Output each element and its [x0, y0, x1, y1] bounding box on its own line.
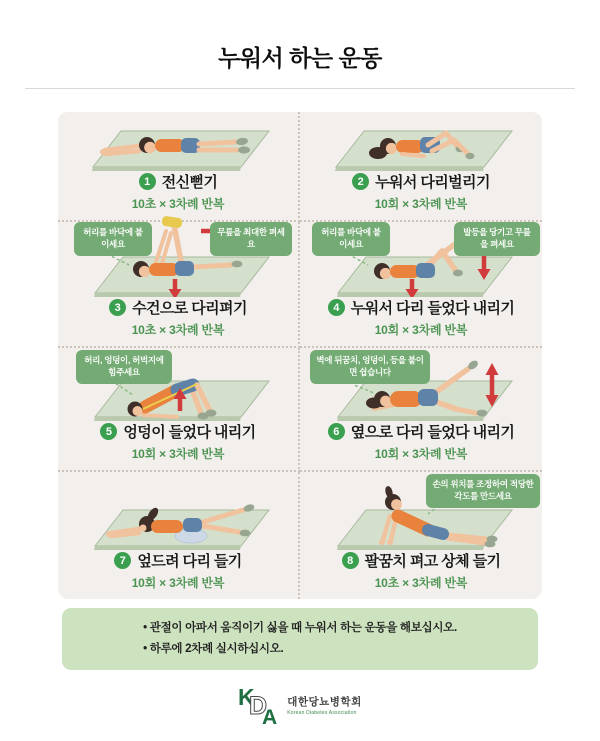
organization-name-korean: 대한당뇨병학회 [287, 696, 362, 708]
figure-prone-pillow-icon [63, 462, 293, 550]
exercise-reps: 10초 × 3차례 반복 [374, 576, 468, 590]
exercise-number-badge: 8 [342, 552, 359, 569]
logo-letter-d: D [249, 692, 268, 720]
figure-lying-stretch-icon [63, 111, 293, 171]
illustration-prone-leg-raise [58, 472, 298, 550]
illustration-towel-leg-stretch [58, 222, 298, 297]
exercise-number-badge: 7 [114, 552, 131, 569]
exercise-card-3 [58, 222, 300, 348]
tip-callout: 벽에 뒤꿈치, 엉덩이, 등을 붙이면 쉽습니다 [310, 350, 430, 384]
exercise-number-badge: 5 [100, 423, 117, 440]
logo-letter-a: A [262, 706, 278, 726]
tip-callout: 발등을 당기고 무릎을 펴세요 [454, 222, 540, 256]
tip-callout: 허리를 바닥에 붙이세요 [312, 222, 390, 256]
illustration-full-body-stretch [58, 112, 298, 171]
tip-callout: 허리를 바닥에 붙이세요 [74, 222, 152, 256]
exercise-reps: 10회 × 3차례 반복 [131, 447, 225, 461]
exercise-number-badge: 3 [109, 299, 126, 316]
page-title: 누워서 하는 운동 [218, 45, 382, 71]
exercise-title: 엎드려 다리 들기 [137, 553, 242, 570]
logo-letter-k: K [238, 684, 255, 710]
figure-knees-bent-icon [306, 111, 536, 171]
exercise-title: 누워서 다리 들었다 내리기 [350, 300, 515, 317]
exercise-title: 수건으로 다리펴기 [132, 300, 247, 317]
exercise-title: 팔꿈치 펴고 상체 들기 [364, 553, 501, 570]
exercise-number-badge: 1 [139, 173, 156, 190]
exercise-title: 전신뻗기 [161, 174, 218, 191]
illustration-side-leg-raise [300, 348, 542, 421]
exercise-card-2 [300, 112, 542, 222]
exercise-title: 엉덩이 들었다 내리기 [123, 424, 256, 441]
exercise-panel [58, 112, 542, 599]
exercise-card-1 [58, 112, 300, 222]
illustration-cobra-lift [300, 472, 542, 550]
tip-callout: 손의 위치를 조정하여 적당한 각도를 만드세요 [426, 474, 540, 508]
exercise-reps: 10회 × 3차례 반복 [374, 447, 468, 461]
exercise-card-7 [58, 472, 300, 599]
exercise-card-6 [300, 348, 542, 472]
exercise-card-5 [58, 348, 300, 472]
tip-callout: 무릎을 최대한 펴세요 [210, 222, 292, 256]
footer [0, 684, 600, 726]
note-item: • 하루에 2차례 실시하십시오. [143, 639, 457, 660]
illustration-hip-bridge [58, 348, 298, 421]
note-item: • 관절이 아파서 움직이기 싫을 때 누워서 하는 운동을 해보십시오. [143, 618, 457, 639]
exercise-title: 누워서 다리벌리기 [375, 174, 490, 191]
exercise-reps: 10초 × 3차례 반복 [131, 323, 225, 337]
kda-logo-icon [238, 684, 284, 726]
exercise-card-4 [300, 222, 542, 348]
exercise-reps: 10회 × 3차례 반복 [374, 197, 468, 211]
illustration-lying-leg-raise [300, 222, 542, 297]
exercise-title: 옆으로 다리 들었다 내리기 [350, 424, 515, 441]
exercise-reps: 10회 × 3차례 반복 [131, 576, 225, 590]
exercise-number-badge: 6 [328, 423, 345, 440]
note-box [62, 608, 538, 670]
towel [161, 216, 182, 229]
exercise-card-8 [300, 472, 542, 599]
exercise-reps: 10회 × 3차례 반복 [374, 323, 468, 337]
exercise-number-badge: 4 [328, 299, 345, 316]
exercise-number-badge: 2 [352, 173, 369, 190]
title-divider [25, 88, 575, 89]
exercise-reps: 10초 × 3차례 반복 [131, 197, 225, 211]
note-list [143, 618, 457, 659]
illustration-lying-leg-spread [300, 112, 542, 171]
organization-name-english: Korean Diabetes Association [287, 710, 357, 716]
tip-callout: 허리, 엉덩이, 허벅지에 힘주세요 [76, 350, 172, 384]
